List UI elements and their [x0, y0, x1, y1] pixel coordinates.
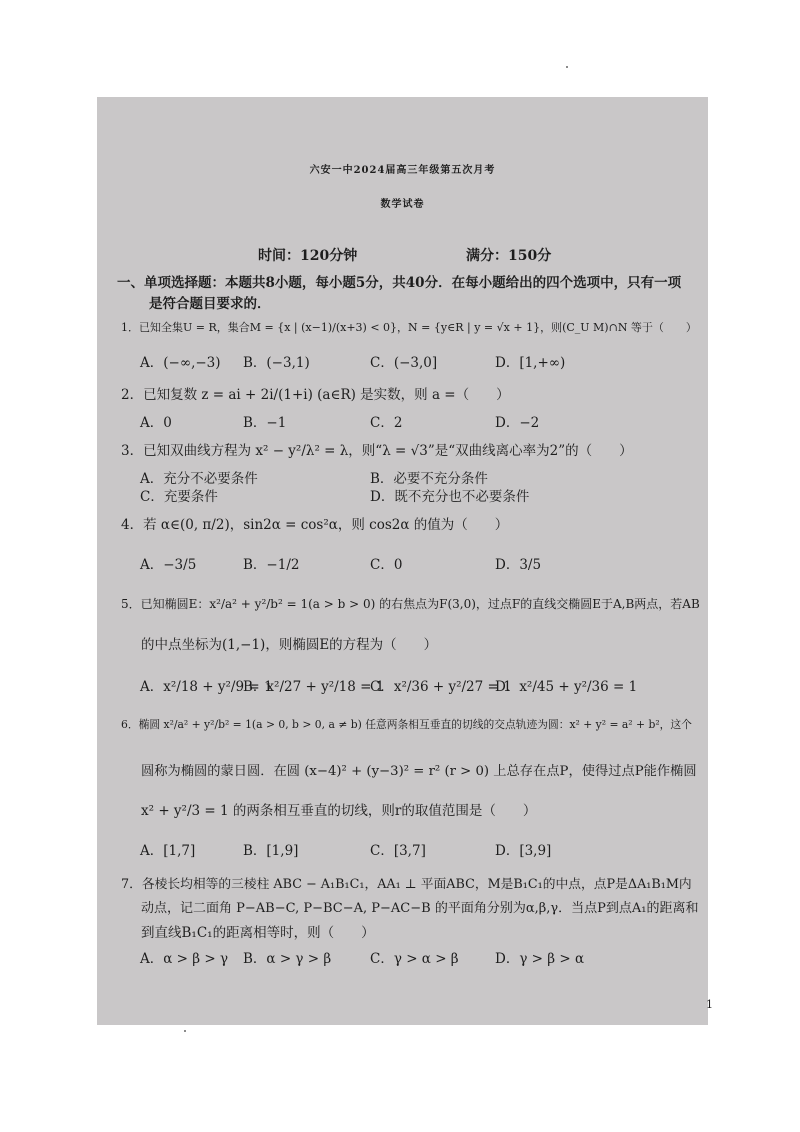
scan-speck [566, 66, 568, 68]
question-7-stem-cont: 动点，记二面角 P−AB−C, P−BC−A, P−AC−B 的平面角分别为α,β,γ．当点P到点A₁的距离和 [141, 901, 699, 916]
section-heading-cont: 是符合题目要求的． [149, 296, 271, 312]
scan-speck [184, 1030, 186, 1032]
question-6-stem-cont: 圆称为椭圆的蒙日圆．在圆 (x−4)² + (y−3)² = r² (r > 0) 上总存在点P，使得过点P能作椭圆 [141, 764, 697, 779]
question-1-option-c: C．(−3,0] [370, 355, 438, 371]
question-7-stem: 7．各棱长均相等的三棱柱 ABC − A₁B₁C₁，AA₁ ⊥ 平面ABC，M是B₁C₁的中点，点P是ΔA₁B₁M内 [121, 877, 692, 892]
exam-title: 六安一中2024届高三年级第五次月考 [309, 165, 496, 176]
question-2-option-b: B．−1 [243, 415, 287, 431]
question-7-option-d: D．γ > β > α [495, 951, 585, 967]
question-1-option-d: D．[1,+∞) [495, 355, 566, 371]
question-1-option-a: A．(−∞,−3) [140, 355, 221, 371]
question-3-stem: 3．已知双曲线方程为 x² − y²/λ² = λ，则“λ = √3”是“双曲线离心率为2”的（ ） [121, 443, 633, 459]
exam-time: 时间：120分钟 [258, 248, 358, 264]
question-7-option-a: A．α > β > γ [140, 951, 229, 967]
question-5-stem-cont: 的中点坐标为(1,−1)，则椭圆E的方程为（ ） [141, 637, 438, 653]
question-3-option-a: A．充分不必要条件 [140, 471, 258, 487]
question-4-option-a: A．−3/5 [140, 557, 197, 573]
question-2-option-c: C．2 [370, 415, 403, 431]
question-1-stem: 1．已知全集U = R，集合M = {x | (x−1)/(x+3) < 0}，N = {y∈R | y = √x + 1}，则(C_U M)∩N 等于（ ） [121, 321, 697, 334]
question-5-option-a: A．x²/18 + y²/9 = 1 [140, 679, 273, 695]
question-7-stem-cont: 到直线B₁C₁的距离相等时，则（ ） [141, 925, 375, 941]
question-6-option-a: A．[1,7] [140, 843, 196, 859]
question-2-option-a: A．0 [140, 415, 172, 431]
question-6-option-d: D．[3,9] [495, 843, 552, 859]
question-5-stem: 5．已知椭圆E：x²/a² + y²/b² = 1(a > b > 0) 的右焦点为F(3,0)，过点F的直线交椭圆E于A,B两点，若AB [121, 597, 700, 611]
question-4-option-c: C．0 [370, 557, 403, 573]
question-3-option-c: C．充要条件 [140, 489, 218, 505]
question-4-option-b: B．−1/2 [243, 557, 300, 573]
exam-paper [97, 97, 708, 1025]
exam-score: 满分：150分 [466, 248, 552, 264]
question-3-option-b: B．必要不充分条件 [370, 471, 488, 487]
question-4-option-d: D．3/5 [495, 557, 542, 573]
exam-subtitle: 数学试卷 [380, 199, 425, 210]
question-6-option-c: C．[3,7] [370, 843, 426, 859]
question-2-option-d: D．−2 [495, 415, 540, 431]
question-5-option-b: B．x²/27 + y²/18 = 1 [243, 679, 385, 695]
question-7-option-b: B．α > γ > β [243, 951, 332, 967]
question-6-stem-cont: x² + y²/3 = 1 的两条相互垂直的切线，则r的取值范围是（ ） [141, 803, 537, 819]
question-6-stem: 6．椭圆 x²/a² + y²/b² = 1(a > 0, b > 0, a ≠ b) 任意两条相互垂直的切线的交点轨迹为圆：x² + y² = a² + b²，这个 [121, 718, 692, 731]
question-6-option-b: B．[1,9] [243, 843, 299, 859]
question-4-stem: 4．若 α∈(0, π/2)，sin2α = cos²α，则 cos2α 的值为（ ） [121, 517, 509, 533]
question-5-option-c: C．x²/36 + y²/27 = 1 [370, 679, 512, 695]
question-7-option-c: C．γ > α > β [370, 951, 459, 967]
question-3-option-d: D．既不充分也不必要条件 [370, 489, 530, 505]
page-number: 1 [706, 998, 713, 1011]
question-5-option-d: D．x²/45 + y²/36 = 1 [495, 679, 638, 695]
question-1-option-b: B．(−3,1) [243, 355, 310, 371]
section-heading: 一、单项选择题：本题共8小题，每小题5分，共40分．在每小题给出的四个选项中，只有一项 [117, 275, 682, 291]
question-2-stem: 2．已知复数 z = ai + 2i/(1+i) (a∈R) 是实数，则 a =（ ） [121, 387, 510, 403]
